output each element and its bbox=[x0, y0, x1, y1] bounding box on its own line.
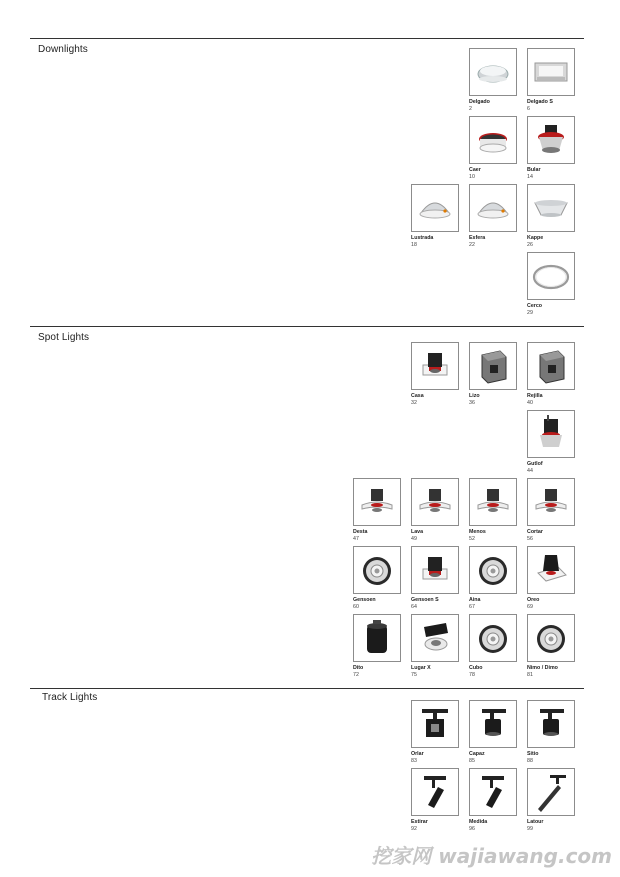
product-card[interactable] bbox=[411, 342, 459, 406]
product-page-number: 67 bbox=[469, 604, 475, 610]
product-card[interactable] bbox=[411, 546, 459, 610]
product-page-number: 18 bbox=[411, 242, 417, 248]
product-card[interactable] bbox=[527, 768, 575, 832]
ring-downlight-icon bbox=[527, 252, 575, 300]
section-title-spot-lights: Spot Lights bbox=[38, 332, 90, 343]
product-page-number: 75 bbox=[411, 672, 417, 678]
box-spot-icon bbox=[469, 342, 517, 390]
section-divider bbox=[30, 688, 584, 689]
product-page-number: 2 bbox=[469, 106, 472, 112]
black-square-spot-icon bbox=[527, 546, 575, 594]
product-page-number: 32 bbox=[411, 400, 417, 406]
product-page-number: 10 bbox=[469, 174, 475, 180]
product-page-number: 96 bbox=[469, 826, 475, 832]
square-track-icon bbox=[411, 700, 459, 748]
box-spot-icon bbox=[527, 342, 575, 390]
product-page-number: 14 bbox=[527, 174, 533, 180]
product-name: Caer bbox=[469, 167, 481, 173]
cylinder-spot-icon bbox=[411, 478, 459, 526]
product-page-number: 56 bbox=[527, 536, 533, 542]
product-card[interactable] bbox=[527, 614, 575, 678]
section-title-downlights: Downlights bbox=[38, 44, 88, 55]
wide-downlight-icon bbox=[527, 184, 575, 232]
product-card[interactable] bbox=[527, 252, 575, 316]
round-downlight-icon bbox=[469, 48, 517, 96]
product-page-number: 83 bbox=[411, 758, 417, 764]
product-page-number: 36 bbox=[469, 400, 475, 406]
product-card[interactable] bbox=[527, 116, 575, 180]
product-card[interactable] bbox=[469, 546, 517, 610]
product-page-number: 92 bbox=[411, 826, 417, 832]
product-card[interactable] bbox=[353, 546, 401, 610]
product-card[interactable] bbox=[469, 48, 517, 112]
cylinder-track-icon bbox=[469, 700, 517, 748]
product-name: Cerco bbox=[527, 303, 543, 309]
adjustable-spot-icon bbox=[411, 614, 459, 662]
product-page-number: 6 bbox=[527, 106, 530, 112]
product-name: Orlar bbox=[411, 751, 424, 757]
product-name: Dito bbox=[353, 665, 364, 671]
product-card[interactable] bbox=[353, 614, 401, 678]
square-downlight-icon bbox=[527, 48, 575, 96]
product-card[interactable] bbox=[411, 768, 459, 832]
product-page-number: 60 bbox=[353, 604, 359, 610]
product-page-number: 44 bbox=[527, 468, 533, 474]
product-card[interactable] bbox=[527, 48, 575, 112]
product-page-number: 88 bbox=[527, 758, 533, 764]
product-card[interactable] bbox=[411, 184, 459, 248]
product-page-number: 29 bbox=[527, 310, 533, 316]
product-page-number: 72 bbox=[353, 672, 359, 678]
product-name: Kappe bbox=[527, 235, 544, 241]
product-card[interactable] bbox=[411, 478, 459, 542]
product-page-number: 64 bbox=[411, 604, 417, 610]
product-card[interactable] bbox=[469, 614, 517, 678]
watermark: 挖家网 wajiawang.com bbox=[371, 844, 612, 868]
product-page-number: 78 bbox=[469, 672, 475, 678]
deep-downlight-icon bbox=[469, 116, 517, 164]
product-card[interactable] bbox=[469, 478, 517, 542]
product-name: Cortar bbox=[527, 529, 543, 535]
product-page-number: 47 bbox=[353, 536, 359, 542]
product-page-number: 40 bbox=[527, 400, 533, 406]
section-divider bbox=[30, 38, 584, 39]
dome-downlight-icon bbox=[469, 184, 517, 232]
round-spot-icon bbox=[353, 546, 401, 594]
product-name: Menos bbox=[469, 529, 486, 535]
product-name: Latour bbox=[527, 819, 544, 825]
product-card[interactable] bbox=[527, 546, 575, 610]
product-card[interactable] bbox=[527, 478, 575, 542]
long-track-icon bbox=[411, 768, 459, 816]
dome-downlight-icon bbox=[411, 184, 459, 232]
product-name: Rejilla bbox=[527, 393, 543, 399]
product-card[interactable] bbox=[527, 700, 575, 764]
product-card[interactable] bbox=[469, 116, 517, 180]
product-card[interactable] bbox=[469, 768, 517, 832]
trimless-spot-icon bbox=[527, 410, 575, 458]
product-name: Nimo / Dimo bbox=[527, 665, 558, 671]
product-card[interactable] bbox=[527, 342, 575, 406]
black-cylinder-icon bbox=[353, 614, 401, 662]
product-page-number: 52 bbox=[469, 536, 475, 542]
round-spot-icon bbox=[469, 614, 517, 662]
product-page-number: 81 bbox=[527, 672, 533, 678]
product-page-number: 49 bbox=[411, 536, 417, 542]
long-track-icon bbox=[469, 768, 517, 816]
product-page-number: 85 bbox=[469, 758, 475, 764]
product-card[interactable] bbox=[353, 478, 401, 542]
product-name: Lava bbox=[411, 529, 424, 535]
product-card[interactable] bbox=[527, 184, 575, 248]
product-card[interactable] bbox=[469, 700, 517, 764]
section-divider bbox=[30, 326, 584, 327]
product-name: Lugar X bbox=[411, 665, 431, 671]
product-name: Oreo bbox=[527, 597, 540, 603]
product-name: Lustrada bbox=[411, 235, 434, 241]
product-name: Gensoen bbox=[353, 597, 376, 603]
product-page-number: 69 bbox=[527, 604, 533, 610]
round-spot-icon bbox=[469, 546, 517, 594]
square-spot-icon bbox=[411, 546, 459, 594]
product-card[interactable] bbox=[411, 614, 459, 678]
cylinder-spot-icon bbox=[469, 478, 517, 526]
product-card[interactable] bbox=[527, 410, 575, 474]
product-name: Cubo bbox=[469, 665, 483, 671]
product-name: Gensoen S bbox=[411, 597, 439, 603]
cylinder-track-icon bbox=[527, 700, 575, 748]
product-page-number: 26 bbox=[527, 242, 533, 248]
product-name: Sitio bbox=[527, 751, 539, 757]
square-spot-icon bbox=[411, 342, 459, 390]
product-name: Capaz bbox=[469, 751, 485, 757]
product-name: Desta bbox=[353, 529, 368, 535]
product-name: Delgado bbox=[469, 99, 490, 105]
product-name: Gutlof bbox=[527, 461, 543, 467]
product-name: Lizo bbox=[469, 393, 480, 399]
product-card[interactable] bbox=[469, 184, 517, 248]
product-name: Medida bbox=[469, 819, 488, 825]
product-name: Casa bbox=[411, 393, 424, 399]
product-name: Delgado S bbox=[527, 99, 553, 105]
product-name: Aina bbox=[469, 597, 481, 603]
product-card[interactable] bbox=[411, 700, 459, 764]
product-card[interactable] bbox=[469, 342, 517, 406]
round-spot-icon bbox=[527, 614, 575, 662]
cylinder-spot-icon bbox=[527, 478, 575, 526]
section-title-track-lights: Track Lights bbox=[42, 692, 98, 703]
product-name: Estirar bbox=[411, 819, 428, 825]
product-page-number: 22 bbox=[469, 242, 475, 248]
slim-track-icon bbox=[527, 768, 575, 816]
product-page-number: 99 bbox=[527, 826, 533, 832]
product-name: Esfera bbox=[469, 235, 486, 241]
reflector-downlight-icon bbox=[527, 116, 575, 164]
cylinder-spot-icon bbox=[353, 478, 401, 526]
product-name: Bular bbox=[527, 167, 541, 173]
